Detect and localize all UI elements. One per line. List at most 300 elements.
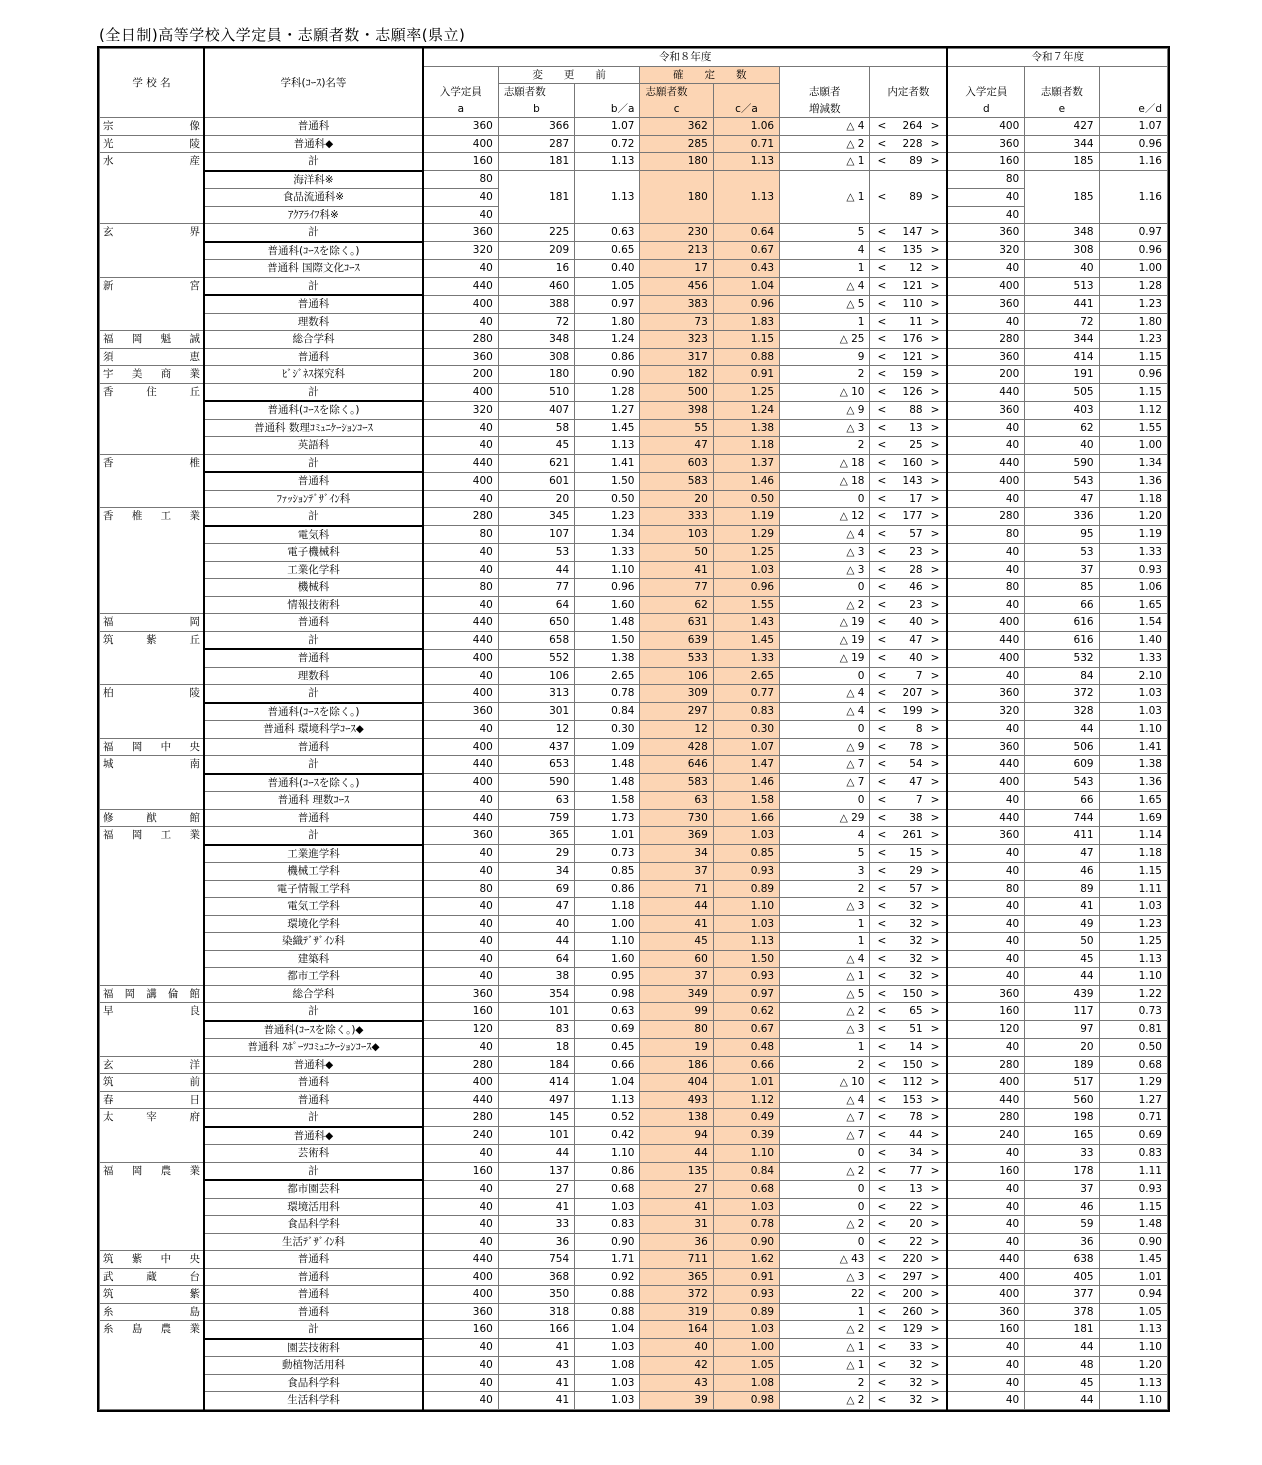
ratio-ed: 1.03 — [1099, 685, 1167, 703]
ratio-ed: 1.65 — [1099, 596, 1167, 614]
dept-name: 工業進学科 — [204, 845, 423, 863]
ratio-ba: 1.58 — [575, 792, 640, 810]
applicants-e: 46 — [1025, 1198, 1099, 1216]
naitei-count — [870, 756, 947, 774]
applicants-e: 411 — [1025, 827, 1099, 845]
bracket-open-icon: < — [877, 1235, 887, 1248]
applicants-b: 225 — [498, 224, 574, 242]
applicant-change: △ 4 — [780, 526, 870, 544]
capacity-a: 440 — [423, 756, 498, 774]
ratio-ca: 1.46 — [713, 774, 779, 792]
table-row — [100, 1357, 1168, 1375]
naitei-count — [870, 135, 947, 153]
applicants-b: 64 — [498, 596, 574, 614]
dept-name: ﾌｧｯｼｮﾝﾃﾞｻﾞｲﾝ科 — [204, 490, 423, 508]
bracket-close-icon: > — [930, 882, 940, 895]
ratio-ed: 1.55 — [1099, 419, 1167, 437]
applicants-c: 99 — [640, 1003, 713, 1021]
bracket-close-icon: > — [930, 970, 940, 982]
ratio-ed: 0.96 — [1099, 135, 1167, 153]
naitei-count — [870, 295, 947, 313]
table-row — [100, 437, 1168, 455]
applicant-change: △ 19 — [780, 631, 870, 649]
ratio-ba: 0.78 — [575, 685, 640, 703]
applicants-c: 186 — [640, 1056, 713, 1074]
table-row — [100, 295, 1168, 313]
ratio-ba: 1.08 — [575, 1357, 640, 1375]
applicants-e: 44 — [1025, 968, 1099, 986]
ratio-ca: 0.89 — [713, 880, 779, 898]
table-row — [100, 667, 1168, 685]
capacity-d: 40 — [947, 1339, 1024, 1357]
ratio-ba: 1.73 — [575, 809, 640, 827]
bracket-open-icon: < — [877, 137, 887, 150]
ratio-ed: 1.27 — [1099, 1091, 1167, 1109]
naitei-value: 78 — [909, 1111, 923, 1124]
capacity-d: 40 — [947, 1392, 1024, 1410]
school-name: 福岡魁誠 — [100, 331, 204, 349]
ratio-ba: 1.07 — [575, 118, 640, 136]
naitei-value: 264 — [902, 120, 923, 132]
applicants-b: 552 — [498, 649, 574, 667]
applicants-e: 638 — [1025, 1251, 1099, 1269]
bracket-open-icon: < — [877, 563, 887, 576]
applicants-e: 189 — [1025, 1056, 1099, 1074]
capacity-d: 360 — [947, 738, 1024, 756]
naitei-value: 160 — [902, 456, 923, 469]
applicants-c: 398 — [640, 401, 713, 419]
applicants-e: 84 — [1025, 667, 1099, 685]
dept-name: 電子機械科 — [204, 544, 423, 562]
applicant-change: 0 — [780, 1233, 870, 1251]
naitei-count — [870, 401, 947, 419]
naitei-count — [870, 544, 947, 562]
school-name: 柏陵 — [100, 685, 204, 739]
applicants-b: 44 — [498, 1145, 574, 1163]
header-col-d: d — [947, 101, 1024, 118]
ratio-ca: 0.64 — [713, 224, 779, 242]
applicants-b: 106 — [498, 667, 574, 685]
naitei-value: 150 — [902, 987, 923, 1000]
table-row — [100, 809, 1168, 827]
applicants-b: 137 — [498, 1162, 574, 1180]
applicants-c: 180 — [640, 153, 713, 171]
naitei-count — [870, 1145, 947, 1163]
applicant-change: 0 — [780, 792, 870, 810]
naitei-value: 176 — [902, 333, 923, 345]
capacity-a: 120 — [423, 1021, 498, 1039]
ratio-ca: 0.39 — [713, 1127, 779, 1145]
table-row — [100, 153, 1168, 171]
bracket-close-icon: > — [930, 1182, 940, 1195]
naitei-value: 8 — [915, 723, 923, 735]
naitei-count — [870, 1392, 947, 1410]
ratio-ca: 1.08 — [713, 1374, 779, 1392]
bracket-open-icon: < — [877, 421, 887, 434]
naitei-value: 7 — [915, 669, 923, 682]
school-name: 香椎 — [100, 454, 204, 508]
dept-name: 普通科 国際文化ｺｰｽ — [204, 260, 423, 278]
capacity-d: 80 — [947, 579, 1024, 597]
capacity-d: 320 — [947, 703, 1024, 721]
table-row — [100, 348, 1168, 366]
table-row — [100, 224, 1168, 242]
capacity-a: 40 — [423, 1039, 498, 1057]
applicant-change: 2 — [780, 437, 870, 455]
naitei-value: 17 — [909, 492, 923, 505]
ratio-ca: 0.96 — [713, 295, 779, 313]
applicant-change: 1 — [780, 1039, 870, 1057]
naitei-count — [870, 1321, 947, 1339]
bracket-close-icon: > — [930, 226, 940, 239]
applicants-b: 38 — [498, 968, 574, 986]
ratio-ca: 0.89 — [713, 1303, 779, 1321]
ratio-ba: 1.05 — [575, 277, 640, 295]
applicants-c: 77 — [640, 579, 713, 597]
applicants-b: 754 — [498, 1251, 574, 1269]
table-row — [100, 596, 1168, 614]
ratio-ca: 1.10 — [713, 898, 779, 916]
naitei-value: 200 — [902, 1288, 923, 1300]
capacity-d: 40 — [947, 596, 1024, 614]
bracket-close-icon: > — [930, 403, 940, 416]
dept-name: 計 — [204, 827, 423, 845]
ratio-ca: 0.78 — [713, 1216, 779, 1234]
applicants-c: 63 — [640, 792, 713, 810]
naitei-count — [870, 703, 947, 721]
bracket-close-icon: > — [930, 1305, 940, 1318]
applicant-change: 3 — [780, 863, 870, 881]
bracket-open-icon: < — [877, 829, 887, 842]
ratio-ed: 0.93 — [1099, 561, 1167, 579]
applicant-change: △ 4 — [780, 950, 870, 968]
ratio-ca: 1.29 — [713, 526, 779, 544]
ratio-ca: 1.43 — [713, 614, 779, 632]
ratio-ca: 0.88 — [713, 348, 779, 366]
bracket-close-icon: > — [930, 740, 940, 753]
bracket-close-icon: > — [930, 633, 940, 646]
ratio-ed: 1.38 — [1099, 756, 1167, 774]
capacity-d: 40 — [947, 490, 1024, 508]
applicant-change: 2 — [780, 1374, 870, 1392]
applicants-c: 62 — [640, 596, 713, 614]
bracket-open-icon: < — [877, 705, 887, 718]
applicant-change: △ 7 — [780, 1109, 870, 1127]
bracket-open-icon: < — [877, 1305, 887, 1318]
dept-name: 計 — [204, 1109, 423, 1127]
capacity-d: 440 — [947, 756, 1024, 774]
ratio-ca: 0.93 — [713, 968, 779, 986]
ratio-ca: 1.03 — [713, 561, 779, 579]
applicant-change: 0 — [780, 1145, 870, 1163]
capacity-a: 40 — [423, 1216, 498, 1234]
naitei-count — [870, 809, 947, 827]
ratio-ba: 0.86 — [575, 348, 640, 366]
applicants-c: 27 — [640, 1180, 713, 1198]
capacity-a: 80 — [423, 171, 498, 189]
dept-name: 普通科 — [204, 1074, 423, 1092]
applicants-b: 497 — [498, 1091, 574, 1109]
school-name: 宇美商業 — [100, 366, 204, 384]
capacity-d: 40 — [947, 189, 1024, 207]
bracket-close-icon: > — [930, 900, 940, 912]
applicants-b: 44 — [498, 933, 574, 951]
bracket-close-icon: > — [930, 333, 940, 345]
applicants-b: 368 — [498, 1268, 574, 1286]
applicant-change: 1 — [780, 313, 870, 331]
table-row — [100, 845, 1168, 863]
capacity-a: 40 — [423, 933, 498, 951]
dept-name: 食品科学科 — [204, 1374, 423, 1392]
applicants-e: 505 — [1025, 383, 1099, 401]
naitei-count — [870, 1198, 947, 1216]
capacity-a: 440 — [423, 809, 498, 827]
capacity-a: 40 — [423, 968, 498, 986]
dept-name: ﾋﾞｼﾞﾈｽ探究科 — [204, 366, 423, 384]
applicants-c: 94 — [640, 1127, 713, 1145]
capacity-d: 40 — [947, 419, 1024, 437]
applicants-c: 711 — [640, 1251, 713, 1269]
naitei-count — [870, 915, 947, 933]
applicant-change: △ 7 — [780, 756, 870, 774]
ratio-ed: 1.16 — [1099, 153, 1167, 171]
dept-name: 都市工学科 — [204, 968, 423, 986]
applicants-c: 37 — [640, 863, 713, 881]
bracket-close-icon: > — [930, 1253, 940, 1265]
applicants-e: 378 — [1025, 1303, 1099, 1321]
ratio-ed: 0.94 — [1099, 1286, 1167, 1304]
applicant-change: △ 9 — [780, 401, 870, 419]
applicants-c: 500 — [640, 383, 713, 401]
naitei-count — [870, 685, 947, 703]
applicant-change: △ 2 — [780, 1003, 870, 1021]
header-change-line2: 増減数 — [780, 101, 870, 118]
bracket-close-icon: > — [930, 794, 940, 806]
applicant-change: △ 9 — [780, 738, 870, 756]
ratio-ca: 1.15 — [713, 331, 779, 349]
dept-name: 普通科(ｺｰｽを除く。)◆ — [204, 1021, 423, 1039]
dept-name: 普通科 — [204, 1286, 423, 1304]
applicants-c: 80 — [640, 1021, 713, 1039]
applicant-change: △ 1 — [780, 1339, 870, 1357]
capacity-d: 40 — [947, 1039, 1024, 1057]
applicants-c: 12 — [640, 721, 713, 739]
bracket-open-icon: < — [877, 917, 887, 930]
naitei-count — [870, 277, 947, 295]
applicant-change: △ 4 — [780, 118, 870, 136]
table-row — [100, 631, 1168, 649]
ratio-ca: 1.10 — [713, 1145, 779, 1163]
applicant-change: △ 1 — [780, 153, 870, 171]
applicants-c: 44 — [640, 898, 713, 916]
naitei-count — [870, 1127, 947, 1145]
naitei-count — [870, 968, 947, 986]
naitei-count — [870, 1374, 947, 1392]
applicant-change: 5 — [780, 845, 870, 863]
applicants-c: 230 — [640, 224, 713, 242]
applicants-e: 72 — [1025, 313, 1099, 331]
naitei-count — [870, 1286, 947, 1304]
table-row — [100, 366, 1168, 384]
applicants-e: 427 — [1025, 118, 1099, 136]
capacity-d: 40 — [947, 1145, 1024, 1163]
naitei-count — [870, 242, 947, 260]
naitei-value: 32 — [909, 1376, 923, 1389]
dept-name: 普通科 — [204, 649, 423, 667]
applicants-e: 185 — [1025, 153, 1099, 171]
naitei-value: 260 — [902, 1305, 923, 1318]
naitei-count — [870, 985, 947, 1003]
applicants-b: 41 — [498, 1392, 574, 1410]
naitei-count — [870, 260, 947, 278]
dept-name: 英語科 — [204, 437, 423, 455]
applicants-c: 333 — [640, 508, 713, 526]
school-name: 福岡講倫館 — [100, 985, 204, 1003]
ratio-ca: 1.47 — [713, 756, 779, 774]
applicant-change: △ 19 — [780, 649, 870, 667]
ratio-ed: 1.14 — [1099, 827, 1167, 845]
dept-name: 普通科 — [204, 1251, 423, 1269]
applicants-e: 41 — [1025, 898, 1099, 916]
ratio-ed: 1.33 — [1099, 649, 1167, 667]
capacity-a: 400 — [423, 1074, 498, 1092]
table-row — [100, 792, 1168, 810]
capacity-a: 40 — [423, 1233, 498, 1251]
applicants-e: 441 — [1025, 295, 1099, 313]
capacity-a: 40 — [423, 845, 498, 863]
dept-name: 普通科 数理ｺﾐｭﾆｹｰｼｮﾝｺｰｽ — [204, 419, 423, 437]
naitei-value: 47 — [909, 633, 923, 646]
applicant-change: 0 — [780, 667, 870, 685]
applicants-c: 47 — [640, 437, 713, 455]
ratio-ba: 0.96 — [575, 579, 640, 597]
bracket-close-icon: > — [930, 581, 940, 593]
school-name: 城南 — [100, 756, 204, 810]
ratio-ba: 0.95 — [575, 968, 640, 986]
capacity-d: 40 — [947, 260, 1024, 278]
table-row — [100, 579, 1168, 597]
naitei-count — [870, 1039, 947, 1057]
dept-name: 機械工学科 — [204, 863, 423, 881]
dept-name: 計 — [204, 508, 423, 526]
ratio-ca: 1.03 — [713, 1321, 779, 1339]
applicants-c: 213 — [640, 242, 713, 260]
ratio-ed: 0.81 — [1099, 1021, 1167, 1039]
bracket-open-icon: < — [877, 403, 887, 416]
bracket-open-icon: < — [877, 633, 887, 646]
bracket-open-icon: < — [877, 1288, 887, 1300]
applicants-e: 439 — [1025, 985, 1099, 1003]
ratio-ed: 1.20 — [1099, 508, 1167, 526]
applicants-b: 366 — [498, 118, 574, 136]
bracket-open-icon: < — [877, 687, 887, 700]
naitei-value: 65 — [909, 1005, 923, 1018]
capacity-a: 40 — [423, 260, 498, 278]
bracket-close-icon: > — [930, 1093, 940, 1106]
applicants-e: 336 — [1025, 508, 1099, 526]
applicant-change: △ 2 — [780, 1162, 870, 1180]
school-name: 香椎工業 — [100, 508, 204, 614]
applicants-e: 49 — [1025, 915, 1099, 933]
applicants-b: 41 — [498, 1374, 574, 1392]
applicants-e: 616 — [1025, 631, 1099, 649]
capacity-d: 400 — [947, 1074, 1024, 1092]
school-name: 春日 — [100, 1091, 204, 1109]
ratio-ca: 0.77 — [713, 685, 779, 703]
ratio-ba: 1.03 — [575, 1374, 640, 1392]
applicants-b: 107 — [498, 526, 574, 544]
naitei-value: 46 — [909, 581, 923, 593]
ratio-ed: 1.18 — [1099, 845, 1167, 863]
ratio-ba: 1.10 — [575, 1145, 640, 1163]
applicants-c: 372 — [640, 1286, 713, 1304]
bracket-open-icon: < — [877, 385, 887, 398]
ratio-ca: 0.62 — [713, 1003, 779, 1021]
applicants-c: 631 — [640, 614, 713, 632]
bracket-close-icon: > — [930, 421, 940, 434]
capacity-d: 40 — [947, 1216, 1024, 1234]
school-name: 武蔵台 — [100, 1268, 204, 1286]
applicants-e: 44 — [1025, 721, 1099, 739]
dept-name: 普通科◆ — [204, 1056, 423, 1074]
bracket-close-icon: > — [930, 952, 940, 965]
applicants-e: 47 — [1025, 845, 1099, 863]
applicants-c: 583 — [640, 472, 713, 490]
applicants-c: 41 — [640, 561, 713, 579]
capacity-d: 440 — [947, 1251, 1024, 1269]
ratio-ed: 1.13 — [1099, 1374, 1167, 1392]
bracket-open-icon: < — [877, 1093, 887, 1106]
naitei-value: 207 — [902, 687, 923, 700]
bracket-close-icon: > — [930, 1376, 940, 1389]
ratio-ed: 1.69 — [1099, 809, 1167, 827]
capacity-d: 40 — [947, 721, 1024, 739]
ratio-ca: 1.25 — [713, 383, 779, 401]
dept-name: 普通科◆ — [204, 135, 423, 153]
dept-name: 普通科◆ — [204, 1127, 423, 1145]
naitei-count — [870, 472, 947, 490]
naitei-count — [870, 1357, 947, 1375]
dept-name: 普通科(ｺｰｽを除く。) — [204, 242, 423, 260]
table-row — [100, 544, 1168, 562]
ratio-ed: 1.15 — [1099, 1198, 1167, 1216]
bracket-close-icon: > — [930, 687, 940, 700]
applicant-change: △ 1 — [780, 1357, 870, 1375]
ratio-ba: 1.48 — [575, 774, 640, 792]
ratio-ed: 1.36 — [1099, 472, 1167, 490]
school-name: 福岡工業 — [100, 827, 204, 986]
naitei-count — [870, 1233, 947, 1251]
bracket-open-icon: < — [877, 1076, 887, 1088]
applicants-c: 317 — [640, 348, 713, 366]
capacity-d: 160 — [947, 153, 1024, 171]
applicants-e: 344 — [1025, 135, 1099, 153]
dept-name: 工業化学科 — [204, 561, 423, 579]
naitei-count — [870, 880, 947, 898]
applicants-b: 12 — [498, 721, 574, 739]
naitei-count — [870, 1303, 947, 1321]
ratio-ed: 1.15 — [1099, 383, 1167, 401]
capacity-d: 40 — [947, 1198, 1024, 1216]
naitei-value: 57 — [909, 882, 923, 895]
header-applicants-e: 志願者数 — [1025, 66, 1099, 101]
dept-name: 園芸技術科 — [204, 1339, 423, 1357]
ratio-ca: 0.98 — [713, 1392, 779, 1410]
bracket-open-icon: < — [877, 1341, 887, 1354]
school-name: 筑紫 — [100, 1286, 204, 1304]
applicants-e: 50 — [1025, 933, 1099, 951]
ratio-ca: 0.83 — [713, 703, 779, 721]
